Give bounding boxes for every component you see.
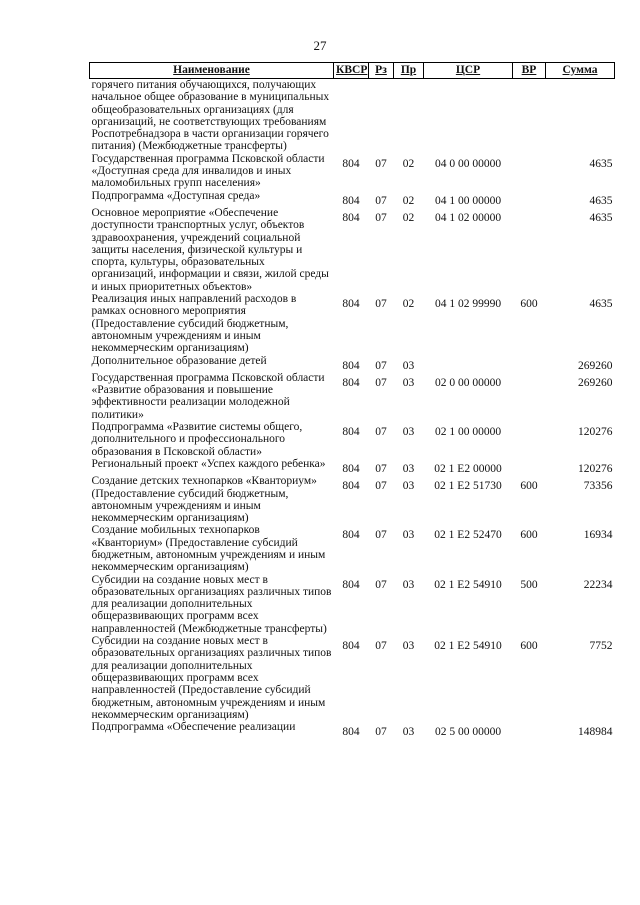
cell-kvsr <box>334 190 369 207</box>
cell-sum <box>546 153 615 190</box>
cell-sum <box>546 355 615 372</box>
cell-csr-value: 02 1 E2 51730 <box>434 480 502 493</box>
cell-vr-value: 600 <box>520 480 538 493</box>
cell-rz <box>369 190 394 207</box>
header-csr: ЦСР <box>424 63 513 79</box>
cell-kvsr <box>334 207 369 293</box>
cell-name: Реализация иных направлений расходов в рамках основного мероприятия (Предоставление субсидий бюджетным, автономным учреждениям и иным некоммерческим организациям) <box>91 293 297 355</box>
cell-rz-value: 07 <box>375 578 387 591</box>
table-row <box>90 293 615 354</box>
cell-csr-value: 02 1 E2 54910 <box>434 578 502 591</box>
cell-sum-value: 120276 <box>578 462 613 475</box>
cell-pr-value: 02 <box>402 298 415 311</box>
header-pr: Пр <box>394 63 424 79</box>
cell-vr <box>513 574 546 635</box>
cell-sum <box>546 79 615 153</box>
cell-vr <box>513 153 546 190</box>
cell-vr <box>513 79 546 153</box>
cell-vr <box>513 721 546 738</box>
cell-rz <box>369 293 394 354</box>
cell-csr-value: 04 1 02 99990 <box>434 298 502 311</box>
cell-vr <box>513 293 546 354</box>
cell-pr-value: 03 <box>402 640 415 653</box>
cell-csr <box>424 153 513 190</box>
cell-csr-value: 02 1 E2 54910 <box>434 640 502 653</box>
table-row <box>90 475 615 524</box>
cell-pr-value: 03 <box>402 480 415 493</box>
cell-vr <box>513 524 546 573</box>
cell-vr <box>513 190 546 207</box>
cell-rz-value: 07 <box>375 194 387 207</box>
cell-name: Подпрограмма «Обеспечение реализации <box>91 721 296 734</box>
cell-csr-value: 04 1 00 00000 <box>434 194 502 207</box>
table-row <box>90 79 615 153</box>
table-row <box>90 524 615 573</box>
cell-pr <box>394 524 424 573</box>
cell-pr <box>394 421 424 458</box>
cell-rz-value: 07 <box>375 462 387 475</box>
cell-kvsr <box>334 721 369 738</box>
cell-rz-value: 07 <box>375 376 387 389</box>
header-vr: ВР <box>513 63 546 79</box>
cell-kvsr-value: 804 <box>342 359 360 372</box>
cell-csr-value: 02 5 00 00000 <box>434 726 502 739</box>
table-body <box>90 79 615 739</box>
cell-name: Субсидии на создание новых мест в образовательных организациях различных типов для реализации дополнительных общеразвивающих программ всех направленностей (Межбюджетные трансферты) <box>91 573 332 635</box>
cell-vr-value: 500 <box>520 578 538 591</box>
cell-name: Подпрограмма «Доступная среда» <box>91 189 261 202</box>
cell-rz-value: 07 <box>375 480 387 493</box>
header-rz: Рз <box>369 63 394 79</box>
cell-kvsr <box>334 421 369 458</box>
cell-vr-value: 600 <box>520 298 538 311</box>
table-row <box>90 355 615 372</box>
cell-name: Региональный проект «Успех каждого ребенка» <box>91 457 326 470</box>
cell-pr-value: 03 <box>402 462 415 475</box>
cell-pr-value: 03 <box>402 359 415 372</box>
cell-pr-value: 03 <box>402 529 415 542</box>
cell-pr-value: 03 <box>402 726 415 739</box>
cell-name: Государственная программа Псковской области «Доступная среда для инвалидов и иных маломобильных групп населения» <box>91 152 325 190</box>
page-number: 27 <box>313 38 327 53</box>
cell-pr <box>394 79 424 153</box>
cell-pr <box>394 635 424 721</box>
cell-sum-value: 22234 <box>583 578 613 591</box>
cell-csr-value: 02 1 E2 52470 <box>434 529 502 542</box>
cell-sum-value: 269260 <box>578 359 613 372</box>
cell-vr <box>513 458 546 475</box>
cell-name: Государственная программа Псковской области «Развитие образования и повышение эффективности реализации молодежной политики» <box>91 371 325 421</box>
cell-csr <box>424 293 513 354</box>
cell-rz <box>369 421 394 458</box>
cell-kvsr-value: 804 <box>342 298 360 311</box>
cell-csr-value: 02 1 00 00000 <box>434 426 502 439</box>
cell-vr <box>513 207 546 293</box>
table-row <box>90 153 615 190</box>
cell-rz <box>369 207 394 293</box>
cell-vr <box>513 372 546 421</box>
cell-kvsr <box>334 153 369 190</box>
cell-csr <box>424 524 513 573</box>
cell-csr-value: 02 1 E2 00000 <box>434 462 502 475</box>
cell-rz <box>369 475 394 524</box>
table-row <box>90 421 615 458</box>
cell-pr-value: 02 <box>402 157 415 170</box>
cell-rz <box>369 635 394 721</box>
cell-vr <box>513 421 546 458</box>
cell-rz <box>369 721 394 738</box>
cell-sum-value: 4635 <box>589 298 613 311</box>
cell-rz-value: 07 <box>375 359 387 372</box>
cell-kvsr <box>334 524 369 573</box>
cell-kvsr-value: 804 <box>342 462 360 475</box>
table-header-row <box>90 63 615 79</box>
cell-sum-value: 16934 <box>583 529 613 542</box>
cell-pr <box>394 721 424 738</box>
cell-sum-value: 269260 <box>578 376 613 389</box>
cell-name: Основное мероприятие «Обеспечение доступности транспортных услуг, объектов здравоохранения, учреждений социальной защиты населения, физической культуры и спорта, культуры, образовательных организаций, информации и связи, жилой среды и иных приоритетных объектов» <box>91 206 329 293</box>
cell-pr-value: 02 <box>402 211 415 224</box>
cell-sum-value: 4635 <box>589 157 613 170</box>
cell-rz-value: 07 <box>375 726 387 739</box>
cell-csr <box>424 475 513 524</box>
cell-name: Субсидии на создание новых мест в образовательных организациях различных типов для реализации дополнительных общеразвивающих программ всех направленностей (Предоставление субсидий бюджетным, автономным учреждениям и иным некоммерческим организациям) <box>91 635 332 721</box>
cell-rz <box>369 574 394 635</box>
cell-csr <box>424 372 513 421</box>
cell-name: Подпрограмма «Развитие системы общего, дополнительного и профессионального образования в Псковской области» <box>91 421 303 458</box>
cell-pr <box>394 475 424 524</box>
cell-pr-value: 02 <box>402 194 415 207</box>
cell-vr-value: 600 <box>520 640 538 653</box>
cell-kvsr-value: 804 <box>342 726 360 739</box>
cell-rz <box>369 153 394 190</box>
cell-kvsr <box>334 372 369 421</box>
table-row <box>90 635 615 721</box>
cell-sum <box>546 207 615 293</box>
cell-kvsr-value: 804 <box>342 376 360 389</box>
cell-csr <box>424 458 513 475</box>
cell-rz-value: 07 <box>375 298 387 311</box>
header-kvsr: КВСР <box>334 63 369 79</box>
cell-sum <box>546 524 615 573</box>
cell-rz-value: 07 <box>375 426 387 439</box>
cell-name: Дополнительное образование детей <box>91 354 267 367</box>
cell-kvsr-value: 804 <box>342 211 360 224</box>
cell-kvsr <box>334 79 369 153</box>
table-row <box>90 207 615 293</box>
cell-vr <box>513 355 546 372</box>
budget-table <box>89 62 615 738</box>
cell-sum-value: 73356 <box>583 480 613 493</box>
cell-csr <box>424 355 513 372</box>
cell-sum-value: 148984 <box>578 726 613 739</box>
cell-sum <box>546 475 615 524</box>
cell-kvsr-value: 804 <box>342 194 360 207</box>
cell-sum-value: 4635 <box>589 194 613 207</box>
cell-sum-value: 120276 <box>578 426 613 439</box>
cell-kvsr <box>334 635 369 721</box>
table-row <box>90 574 615 635</box>
cell-csr <box>424 421 513 458</box>
cell-sum <box>546 293 615 354</box>
cell-sum <box>546 721 615 738</box>
cell-pr-value: 03 <box>402 578 415 591</box>
cell-csr-value: 04 0 00 00000 <box>434 157 502 170</box>
cell-rz-value: 07 <box>375 529 387 542</box>
cell-rz-value: 07 <box>375 640 387 653</box>
cell-rz-value: 07 <box>375 211 387 224</box>
cell-rz <box>369 458 394 475</box>
cell-csr-value: 02 0 00 00000 <box>434 376 502 389</box>
cell-csr <box>424 207 513 293</box>
cell-sum-value: 7752 <box>589 640 613 653</box>
cell-kvsr-value: 804 <box>342 480 360 493</box>
cell-vr <box>513 475 546 524</box>
cell-kvsr <box>334 475 369 524</box>
cell-pr <box>394 355 424 372</box>
cell-pr <box>394 574 424 635</box>
cell-csr <box>424 574 513 635</box>
cell-vr <box>513 635 546 721</box>
table-row <box>90 721 615 738</box>
table-row <box>90 190 615 207</box>
cell-kvsr-value: 804 <box>342 640 360 653</box>
cell-kvsr <box>334 458 369 475</box>
cell-sum <box>546 574 615 635</box>
cell-csr <box>424 721 513 738</box>
cell-pr <box>394 190 424 207</box>
cell-rz <box>369 372 394 421</box>
cell-kvsr-value: 804 <box>342 426 360 439</box>
cell-pr-value: 03 <box>402 426 415 439</box>
cell-kvsr <box>334 293 369 354</box>
cell-rz <box>369 79 394 153</box>
cell-pr <box>394 458 424 475</box>
cell-kvsr-value: 804 <box>342 157 360 170</box>
cell-kvsr <box>334 355 369 372</box>
cell-csr <box>424 190 513 207</box>
cell-rz-value: 07 <box>375 157 387 170</box>
cell-name: Создание детских технопарков «Кванториум» (Предоставление субсидий бюджетным, автономным учреждениям и иным некоммерческим организациям) <box>91 475 317 525</box>
cell-name: Создание мобильных технопарков «Кванториум» (Предоставление субсидий бюджетным, автономным учреждениям и иным некоммерческим организациям) <box>91 524 326 574</box>
cell-pr <box>394 372 424 421</box>
cell-sum <box>546 372 615 421</box>
cell-pr <box>394 153 424 190</box>
table-row <box>90 458 615 475</box>
cell-pr <box>394 207 424 293</box>
cell-rz <box>369 524 394 573</box>
cell-pr <box>394 293 424 354</box>
cell-sum <box>546 458 615 475</box>
cell-kvsr <box>334 574 369 635</box>
cell-sum <box>546 635 615 721</box>
cell-kvsr-value: 804 <box>342 529 360 542</box>
cell-sum-value: 4635 <box>589 211 613 224</box>
cell-sum <box>546 190 615 207</box>
cell-csr <box>424 635 513 721</box>
cell-csr-value: 04 1 02 00000 <box>434 211 502 224</box>
cell-csr <box>424 79 513 153</box>
cell-pr-value: 03 <box>402 376 415 389</box>
cell-sum <box>546 421 615 458</box>
header-sum: Сумма <box>546 63 615 79</box>
cell-kvsr-value: 804 <box>342 578 360 591</box>
header-name: Наименование <box>90 63 334 79</box>
cell-rz <box>369 355 394 372</box>
table-row <box>90 372 615 421</box>
cell-vr-value: 600 <box>520 529 538 542</box>
cell-name: горячего питания обучающихся, получающих начальное общее образование в муниципальных общеобразовательных организациях (для организаций, не соответствующих требованиям Роспотребнадзора в части организации горячего питания) (Межбюджетные трансферты) <box>91 79 330 153</box>
